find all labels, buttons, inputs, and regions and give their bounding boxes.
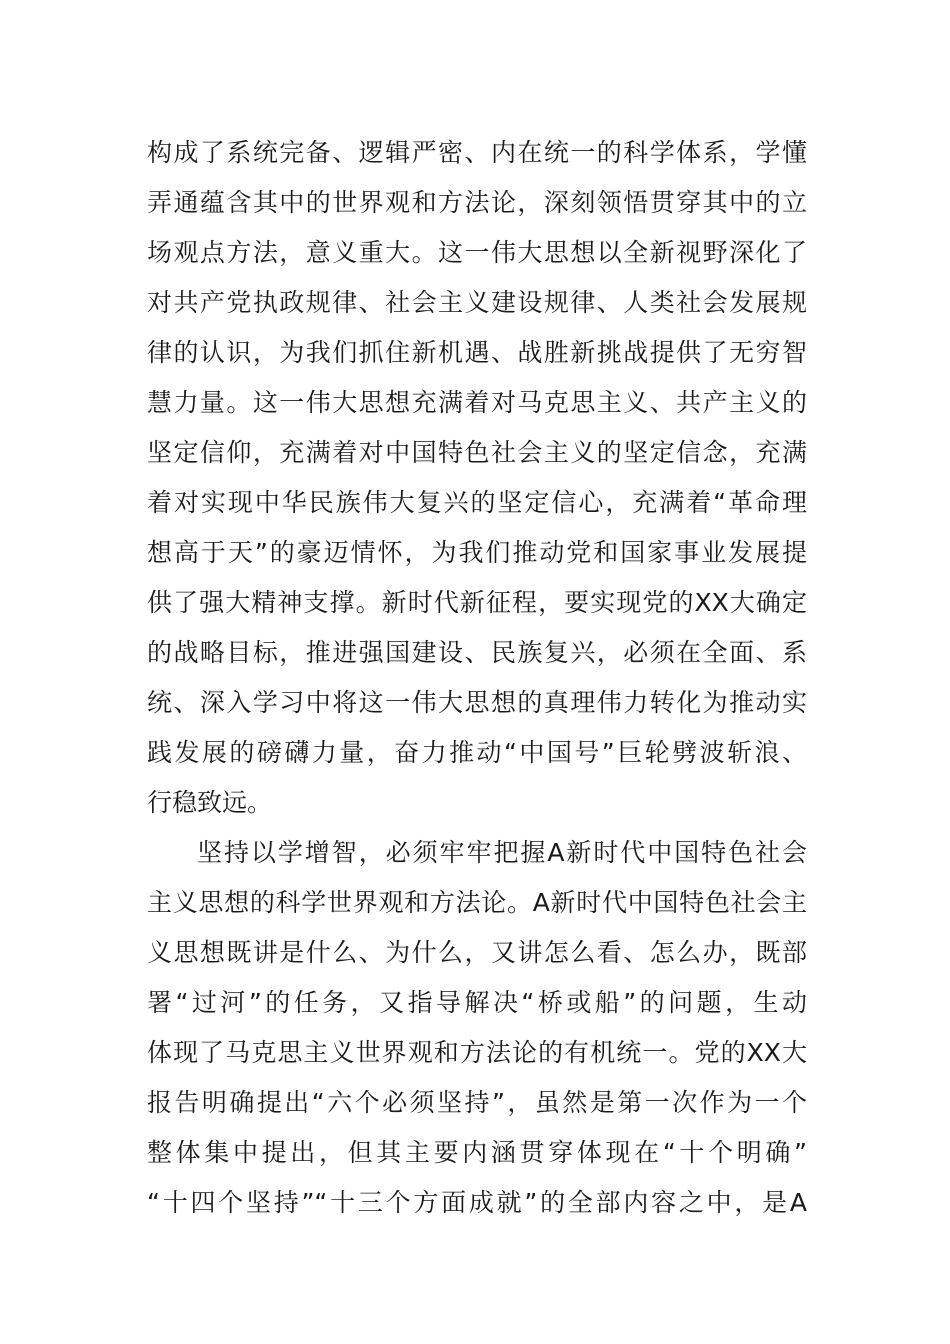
paragraph-1-line-10: 供了强大精神支撑。新时代新征程，要实现党的XX大确定 xyxy=(147,588,807,617)
paragraph-1-line-9: 想高于天”的豪迈情怀，为我们推动党和国家事业发展提 xyxy=(147,538,807,567)
paragraph-2-line-8: “十四个坚持”“十三个方面成就”的全部内容之中，是A xyxy=(147,1188,807,1217)
paragraph-1-line-6: 慧力量。这一伟大思想充满着对马克思主义、共产主义的 xyxy=(147,388,807,417)
paragraph-1-line-4: 对共产党执政规律、社会主义建设规律、人类社会发展规 xyxy=(147,288,807,317)
paragraph-1-line-7: 坚定信仰，充满着对中国特色社会主义的坚定信念，充满 xyxy=(147,438,807,467)
paragraph-2-line-4: 署“过河”的任务，又指导解决“桥或船”的问题，生动 xyxy=(147,988,807,1017)
paragraph-1-line-1: 构成了系统完备、逻辑严密、内在统一的科学体系，学懂 xyxy=(147,138,807,167)
paragraph-1-line-12: 统、深入学习中将这一伟大思想的真理伟力转化为推动实 xyxy=(147,688,807,717)
paragraph-1-line-11: 的战略目标，推进强国建设、民族复兴，必须在全面、系 xyxy=(147,638,807,667)
paragraph-2-line-2: 主义思想的科学世界观和方法论。A新时代中国特色社会主 xyxy=(147,888,807,917)
paragraph-1-line-2: 弄通蕴含其中的世界观和方法论，深刻领悟贯穿其中的立 xyxy=(147,188,807,217)
paragraph-1-line-14: 行稳致远。 xyxy=(147,788,273,817)
paragraph-1-line-3: 场观点方法，意义重大。这一伟大思想以全新视野深化了 xyxy=(147,238,807,267)
paragraph-2-line-6: 报告明确提出“六个必须坚持”，虽然是第一次作为一个 xyxy=(147,1088,807,1117)
paragraph-2-line-7: 整体集中提出，但其主要内涵贯穿体现在“十个明确” xyxy=(147,1138,807,1167)
paragraph-1-line-8: 着对实现中华民族伟大复兴的坚定信心，充满着“革命理 xyxy=(147,488,807,517)
paragraph-1-line-13: 践发展的磅礴力量，奋力推动“中国号”巨轮劈波斩浪、 xyxy=(147,738,807,767)
paragraph-2-line-1: 坚持以学增智，必须牢牢把握A新时代中国特色社会 xyxy=(197,838,807,867)
paragraph-2-line-5: 体现了马克思主义世界观和方法论的有机统一。党的XX大 xyxy=(147,1038,807,1067)
paragraph-1-line-5: 律的认识，为我们抓住新机遇、战胜新挑战提供了无穷智 xyxy=(147,338,807,367)
paragraph-2-line-3: 义思想既讲是什么、为什么，又讲怎么看、怎么办，既部 xyxy=(147,938,807,967)
